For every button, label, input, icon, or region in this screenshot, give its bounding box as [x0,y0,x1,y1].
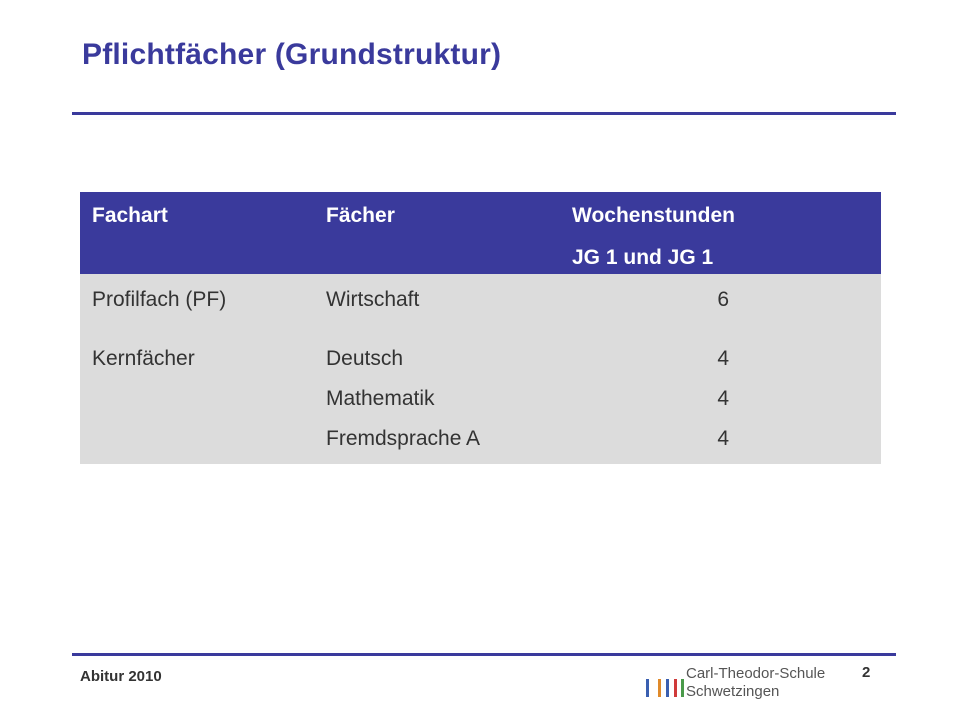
header-wochenstunden: Wochenstunden [572,204,735,227]
logo-line-1: Carl-Theodor-Schule [686,665,826,682]
row-stunden: 6 [717,288,729,311]
table-header [80,192,881,274]
subjects-table [80,192,881,464]
row-stunden: 4 [717,387,729,410]
row-fachart: Profilfach (PF) [92,288,227,311]
row-fachart: Kernfächer [92,347,195,370]
title-divider [72,112,896,115]
header-faecher: Fächer [326,204,395,227]
logo-line-2: Schwetzingen [686,683,780,700]
row-stunden: 4 [717,427,729,450]
header-fachart: Fachart [92,204,168,227]
row-fach: Fremdsprache A [326,427,481,450]
row-fach: Deutsch [326,347,404,370]
footer-label: Abitur 2010 [80,668,162,685]
page-number: 2 [862,664,871,681]
row-fach: Wirtschaft [326,288,420,311]
row-stunden: 4 [717,347,729,370]
header-jg: JG 1 und JG 1 [572,246,714,269]
footer-divider [72,653,896,656]
slide-title: Pflichtfächer (Grundstruktur) [82,38,502,71]
row-fach: Mathematik [326,387,435,410]
school-logo [644,665,844,701]
logo-text [686,665,825,701]
logo-bars-icon [644,679,684,697]
